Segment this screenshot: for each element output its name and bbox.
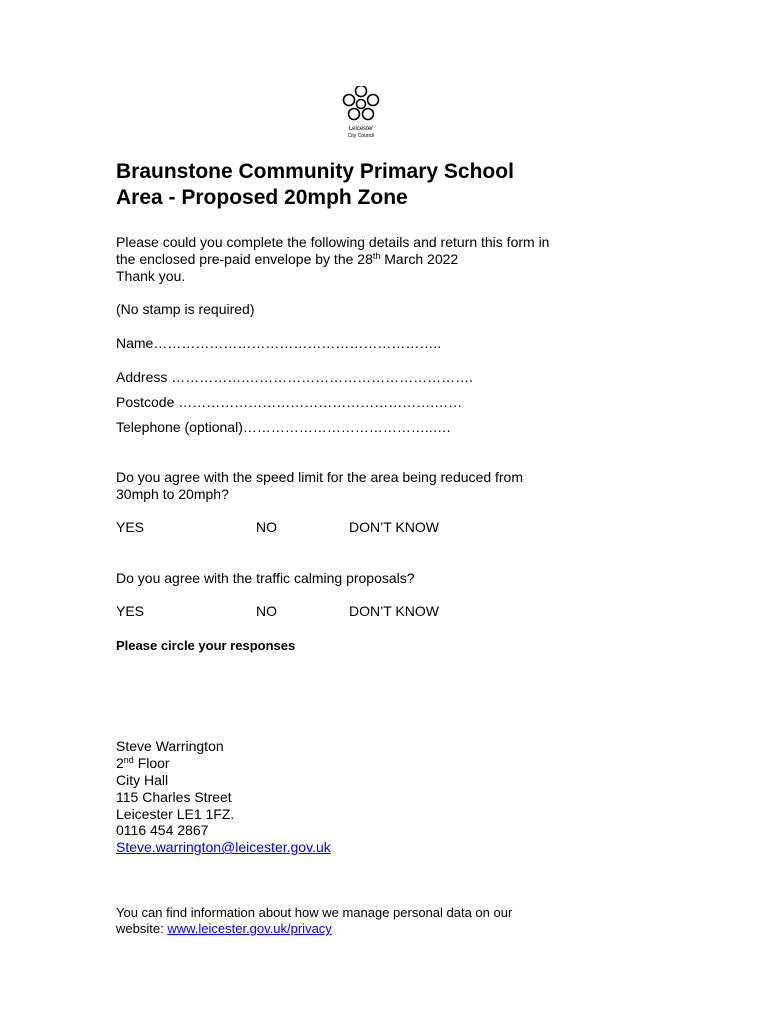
contact-email-line	[116, 839, 331, 856]
question-2-line-1: Do you agree with the traffic calming proposals?	[116, 570, 415, 586]
privacy-line-1: You can find information about how we manage personal data on our	[116, 905, 513, 920]
q2-option-no[interactable]: NO	[256, 603, 277, 619]
address-field[interactable]: Address …………….………………………………………….	[116, 369, 474, 385]
contact-email-link[interactable]: Steve.warrington@leicester.gov.uk	[116, 839, 331, 855]
contact-building: City Hall	[116, 772, 169, 788]
title-line-2: Area - Proposed 20mph Zone	[116, 186, 408, 209]
contact-floor: 2nd Floor	[116, 755, 170, 771]
question-1-line-2: 30mph to 20mph?	[116, 486, 229, 502]
question-1-line-1: Do you agree with the speed limit for the area being reduced from	[116, 469, 524, 485]
q1-option-yes[interactable]: YES	[116, 519, 145, 535]
council-logo	[333, 86, 389, 142]
title-line-1: Braunstone Community Primary School	[116, 160, 514, 183]
page-title	[116, 159, 636, 211]
rose-emblem-icon	[333, 86, 389, 126]
q1-option-no[interactable]: NO	[256, 519, 277, 535]
stamp-note: (No stamp is required)	[116, 301, 255, 317]
logo-line-1: Leicester	[348, 126, 374, 132]
contact-phone: 0116 454 2867	[116, 822, 209, 838]
postcode-field[interactable]: Postcode ……………………………………………….……	[116, 394, 463, 410]
circle-instruction: Please circle your responses	[116, 638, 296, 653]
q2-option-dont-know[interactable]: DON’T KNOW	[349, 603, 439, 619]
privacy-link[interactable]: www.leicester.gov.uk/privacy	[167, 921, 332, 936]
contact-city: Leicester LE1 1FZ.	[116, 806, 235, 822]
name-field[interactable]: Name……………………………………………………..	[116, 335, 442, 351]
intro-line-2: the enclosed pre-paid envelope by the 28th March 2022	[116, 251, 459, 267]
contact-street: 115 Charles Street	[116, 789, 232, 805]
telephone-field[interactable]: Telephone (optional)…………………………………..….	[116, 419, 451, 435]
intro-line-1: Please could you complete the following details and return this form in	[116, 234, 550, 250]
intro-line-3: Thank you.	[116, 268, 186, 284]
privacy-line-2: website: www.leicester.gov.uk/privacy	[116, 921, 332, 936]
logo-line-2: City Council	[347, 133, 375, 139]
q2-option-yes[interactable]: YES	[116, 603, 145, 619]
contact-name: Steve Warrington	[116, 738, 224, 754]
q1-option-dont-know[interactable]: DON’T KNOW	[349, 519, 439, 535]
